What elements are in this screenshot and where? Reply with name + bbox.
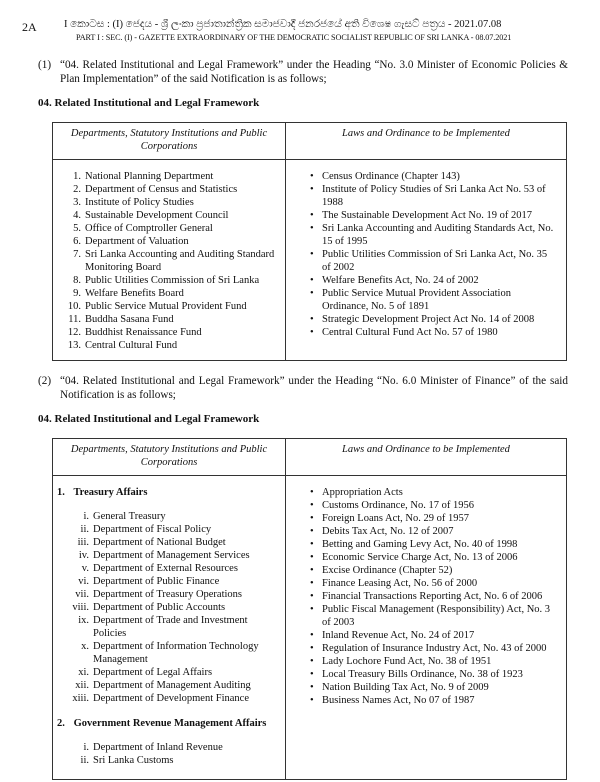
- section-number: 2.: [57, 718, 65, 729]
- section-title: Treasury Affairs: [73, 487, 148, 498]
- item-text: General Treasury: [93, 511, 166, 522]
- item-text: Department of Valuation: [85, 236, 189, 247]
- item-text: Sri Lanka Accounting and Auditing Standard Monitoring Board: [85, 249, 275, 273]
- item-text: Central Cultural Fund: [85, 340, 178, 351]
- list-item: [53, 287, 277, 300]
- list-item: [53, 741, 277, 754]
- item-text: Department of Public Accounts: [93, 602, 226, 613]
- item-text: Department of Inland Revenue: [93, 742, 223, 753]
- law-item: • The Sustainable Development Act No. 19 of 2017: [286, 209, 556, 222]
- item-text: Public Service Mutual Provident Fund: [85, 301, 247, 312]
- item-text: Department of Management Auditing: [93, 680, 251, 691]
- item-number: iii.: [77, 537, 89, 548]
- item-number: xii.: [75, 680, 89, 691]
- item-number: 1.: [73, 171, 81, 182]
- item-number: x.: [81, 641, 89, 652]
- header-english-title: PART I : SEC. (I) - GAZETTE EXTRAORDINARY OF THE DEMOCRATIC SOCIALIST REPUBLIC OF SRI LANKA - 08.07.2021: [76, 33, 512, 42]
- item-number: vi.: [78, 576, 89, 587]
- framework-table-1: [52, 122, 567, 361]
- law-item: • Welfare Benefits Act, No. 24 of 2002: [286, 274, 556, 287]
- paragraph-text: “04. Related Institutional and Legal Framework” under the Heading “No. 6.0 Minister of Finance” of the said Notification is as follows;: [60, 375, 568, 401]
- item-text: Public Utilities Commission of Sri Lanka: [85, 275, 260, 286]
- item-number: 10.: [67, 301, 81, 312]
- law-item: • Institute of Policy Studies of Sri Lanka Act No. 53 of 1988: [286, 183, 556, 209]
- law-item: • Debits Tax Act, No. 12 of 2007: [286, 525, 556, 538]
- list-item: [53, 601, 277, 614]
- law-item: • Sri Lanka Accounting and Auditing Standards Act, No. 15 of 1995: [286, 222, 556, 248]
- table-1-col1-header: Departments, Statutory Institutions and Public Corporations: [53, 123, 286, 160]
- revenue-departments-list: [53, 741, 277, 767]
- law-item: • Customs Ordinance, No. 17 of 1956: [286, 499, 556, 512]
- list-item: [53, 326, 277, 339]
- list-item: [53, 692, 277, 705]
- list-item: [53, 536, 277, 549]
- section-heading-1: 04. Related Institutional and Legal Framework: [38, 97, 260, 109]
- item-text: Department of External Resources: [93, 563, 238, 574]
- section-title: Government Revenue Management Affairs: [73, 718, 267, 729]
- list-item: [53, 575, 277, 588]
- law-item: • Lady Lochore Fund Act, No. 38 of 1951: [286, 655, 556, 668]
- section-revenue-management: [57, 717, 277, 730]
- paragraph-number: (1): [38, 59, 52, 71]
- list-item: [53, 523, 277, 536]
- paragraph-number: (2): [38, 375, 52, 387]
- departments-list: [53, 170, 277, 352]
- list-item: [53, 640, 277, 666]
- page-header: [0, 18, 600, 48]
- item-text: Buddha Sasana Fund: [85, 314, 174, 325]
- table-2-departments-cell: [53, 476, 286, 780]
- table-1-laws-cell: [286, 160, 567, 361]
- table-2-laws-cell: [286, 476, 567, 780]
- item-text: Buddhist Renaissance Fund: [85, 327, 202, 338]
- item-number: i.: [83, 742, 89, 753]
- item-text: Department of Public Finance: [93, 576, 220, 587]
- law-item: • Economic Service Charge Act, No. 13 of 2006: [286, 551, 556, 564]
- item-number: iv.: [78, 550, 89, 561]
- item-number: 9.: [73, 288, 81, 299]
- item-number: i.: [83, 511, 89, 522]
- list-item: [53, 754, 277, 767]
- list-item: [53, 562, 277, 575]
- law-item: • Public Fiscal Management (Responsibility) Act, No. 3 of 2003: [286, 603, 556, 629]
- law-item: • Public Utilities Commission of Sri Lanka Act, No. 35 of 2002: [286, 248, 556, 274]
- list-item: [53, 209, 277, 222]
- paragraph-2: [38, 374, 568, 402]
- law-item: • Financial Transactions Reporting Act, No. 6 of 2006: [286, 590, 556, 603]
- table-1-departments-cell: [53, 160, 286, 361]
- list-item: [53, 549, 277, 562]
- list-item: [53, 170, 277, 183]
- item-number: 2.: [73, 184, 81, 195]
- framework-table-2: [52, 438, 567, 780]
- law-item: • Appropriation Acts: [286, 486, 556, 499]
- list-item: [53, 248, 277, 274]
- law-item: • Excise Ordinance (Chapter 52): [286, 564, 556, 577]
- item-text: Department of National Budget: [93, 537, 226, 548]
- item-number: xi.: [78, 667, 89, 678]
- page-number: 2A: [22, 20, 37, 34]
- list-item: [53, 235, 277, 248]
- item-number: 11.: [68, 314, 81, 325]
- list-item: [53, 183, 277, 196]
- header-sinhala-title: I කොටස : (I) ජෙදය - ශ්‍රී ලංකා ප්‍රජාතාන්ත්‍රික සමාජවාදී ජනරජයේ අති විශෙෂ ගැසට් පත්‍රය - 2021.07.08: [64, 19, 502, 30]
- law-item: • Central Cultural Fund Act No. 57 of 1980: [286, 326, 556, 339]
- item-text: Department of Trade and Investment Policies: [93, 615, 248, 639]
- list-item: [53, 510, 277, 523]
- item-text: Sustainable Development Council: [85, 210, 229, 221]
- item-text: Department of Fiscal Policy: [93, 524, 212, 535]
- item-number: viii.: [72, 602, 89, 613]
- list-item: [53, 666, 277, 679]
- list-item: [53, 274, 277, 287]
- item-text: Department of Census and Statistics: [85, 184, 238, 195]
- item-text: Department of Development Finance: [93, 693, 249, 704]
- section-treasury-affairs: [57, 486, 277, 499]
- item-text: Department of Legal Affairs: [93, 667, 213, 678]
- item-text: Department of Treasury Operations: [93, 589, 243, 600]
- list-item: [53, 614, 277, 640]
- treasury-departments-list: [53, 510, 277, 705]
- item-text: Department of Management Services: [93, 550, 250, 561]
- item-number: 5.: [73, 223, 81, 234]
- item-number: ii.: [80, 524, 89, 535]
- law-item: • Strategic Development Project Act No. 14 of 2008: [286, 313, 556, 326]
- item-text: Department of Information Technology Management: [93, 641, 259, 665]
- item-number: ii.: [80, 755, 89, 766]
- item-number: 7.: [73, 249, 81, 260]
- item-number: v.: [81, 563, 89, 574]
- section-heading-2: 04. Related Institutional and Legal Framework: [38, 413, 260, 425]
- law-item: • Nation Building Tax Act, No. 9 of 2009: [286, 681, 556, 694]
- list-item: [53, 300, 277, 313]
- list-item: [53, 339, 277, 352]
- law-item: • Finance Leasing Act, No. 56 of 2000: [286, 577, 556, 590]
- item-number: 12.: [67, 327, 81, 338]
- laws-list: [286, 170, 556, 339]
- laws-list: [286, 486, 556, 707]
- list-item: [53, 313, 277, 326]
- item-number: 8.: [73, 275, 81, 286]
- list-item: [53, 196, 277, 209]
- law-item: • Regulation of Insurance Industry Act, No. 43 of 2000: [286, 642, 556, 655]
- item-text: Welfare Benefits Board: [85, 288, 184, 299]
- item-text: Sri Lanka Customs: [93, 755, 174, 766]
- law-item: • Inland Revenue Act, No. 24 of 2017: [286, 629, 556, 642]
- table-2-col2-header: Laws and Ordinance to be Implemented: [286, 439, 567, 476]
- list-item: [53, 588, 277, 601]
- paragraph-1: [38, 58, 568, 86]
- item-number: vii.: [75, 589, 89, 600]
- law-item: • Local Treasury Bills Ordinance, No. 38 of 1923: [286, 668, 556, 681]
- law-item: • Betting and Gaming Levy Act, No. 40 of 1998: [286, 538, 556, 551]
- item-text: Institute of Policy Studies: [85, 197, 194, 208]
- table-1-col2-header: Laws and Ordinance to be Implemented: [286, 123, 567, 160]
- item-number: 6.: [73, 236, 81, 247]
- item-number: 13.: [67, 340, 81, 351]
- item-text: Office of Comptroller General: [85, 223, 213, 234]
- paragraph-text: “04. Related Institutional and Legal Framework” under the Heading “No. 3.0 Minister of Economic Policies & Plan Implementation” of the said Notification is as follows;: [60, 59, 568, 85]
- law-item: • Foreign Loans Act, No. 29 of 1957: [286, 512, 556, 525]
- item-number: 3.: [73, 197, 81, 208]
- list-item: [53, 679, 277, 692]
- section-number: 1.: [57, 487, 65, 498]
- item-text: National Planning Department: [85, 171, 214, 182]
- table-2-col1-header: Departments, Statutory Institutions and Public Corporations: [53, 439, 286, 476]
- list-item: [53, 222, 277, 235]
- item-number: 4.: [73, 210, 81, 221]
- item-number: xiii.: [72, 693, 89, 704]
- item-number: ix.: [78, 615, 89, 626]
- law-item: • Business Names Act, No 07 of 1987: [286, 694, 556, 707]
- law-item: • Census Ordinance (Chapter 143): [286, 170, 556, 183]
- law-item: • Public Service Mutual Provident Association Ordinance, No. 5 of 1891: [286, 287, 556, 313]
